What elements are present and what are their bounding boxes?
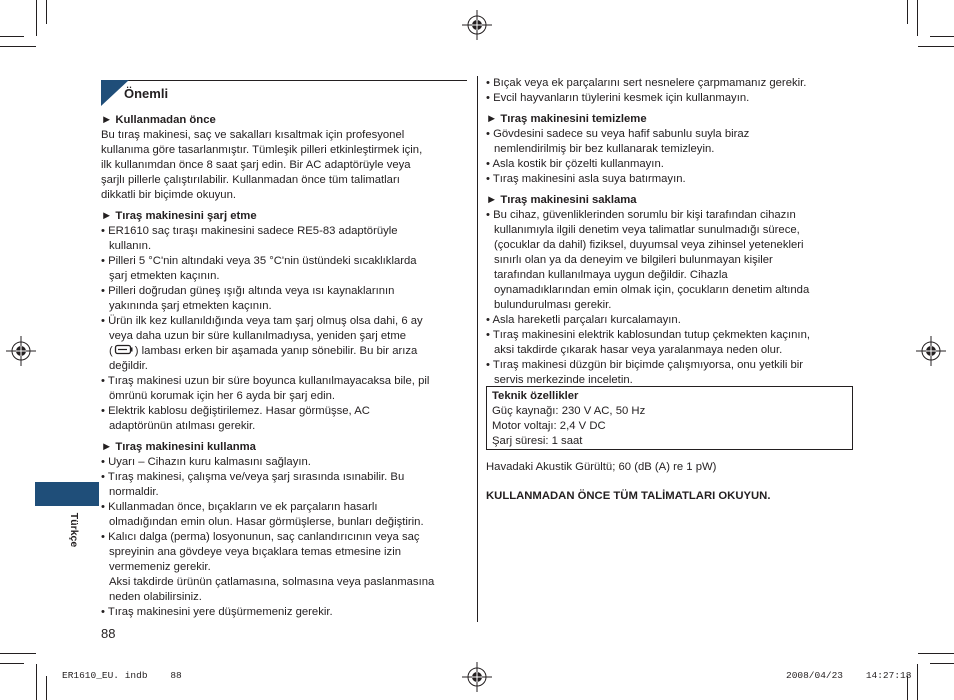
bullet-line: • Evcil hayvanların tüylerini kesmek için kullanmayın. (486, 92, 750, 104)
bullet-line: kullanımıyla ilgili denetim veya talimatlar sunulmadığı sürece, (494, 224, 800, 236)
spec-power: Güç kaynağı: 230 V AC, 50 Hz (492, 405, 646, 417)
bullet-line: • ER1610 saç tıraşı makinesini sadece RE5-83 adaptörüyle (101, 225, 398, 237)
heading-cleaning: ► Tıraş makinesini temizleme (486, 113, 647, 125)
footer-file: ER1610_EU. indb 88 (62, 670, 182, 681)
bullet-line: • Ürün ilk kez kullanıldığında veya tam şarj olmuş olsa dahi, 6 ay (101, 315, 423, 327)
bullet-text: ) lambası erken bir aşamada yanıp sönebilir. Bu bir arıza (134, 345, 418, 357)
page-number: 88 (101, 626, 116, 641)
heading-before-use: ► Kullanmadan önce (101, 114, 216, 126)
paragraph-line: dikkatli bir biçimde okuyun. (101, 189, 236, 201)
bullet-line: • Asla kostik bir çözelti kullanmayın. (486, 158, 664, 170)
read-instructions-note: KULLANMADAN ÖNCE TÜM TALİMATLARI OKUYUN. (486, 490, 771, 502)
bullet-line: kullanın. (109, 240, 152, 252)
bullet-line: • Tıraş makinesi, çalışma ve/veya şarj sırasında ısınabilir. Bu (101, 471, 405, 483)
bullet-line: yakınında şarj etmekten kaçının. (109, 300, 272, 312)
bullet-line: • Tıraş makinesi uzun bir süre boyunca kullanılmayacaksa bile, pil (101, 375, 430, 387)
header-rule (101, 80, 467, 81)
bullet-line: • Tıraş makinesini yere düşürmemeniz gerekir. (101, 606, 333, 618)
bullet-line: tarafından kullanılmaya uygun değildir. Cihazla (494, 269, 728, 281)
bullet-line: • Tıraş makinesi düzgün bir biçimde çalışmıyorsa, onu yetkili bir (486, 359, 804, 371)
bullet-line: ömrünü korumak için her 6 ayda bir şarj edin. (109, 390, 336, 402)
section-title: Önemli (124, 86, 169, 101)
paragraph-line: kullanıma göre tasarlanmıştır. Tümleşik pilleri etkinleştirmek için, (101, 144, 423, 156)
paren-open: ( (109, 345, 113, 357)
bullet-line: • Pilleri doğrudan güneş ışığı altında veya ısı kaynaklarının (101, 285, 395, 297)
bullet-line: • Kalıcı dalga (perma) losyonunun, saç canlandırıcının veya saç (101, 531, 420, 543)
bullet-line: bulundurulması gerekir. (494, 299, 612, 311)
bullet-line: • Bu cihaz, güvenliklerinden sorumlu bir kişi tarafından cihazın (486, 209, 796, 221)
spec-charge: Şarj süresi: 1 saat (492, 435, 583, 447)
charge-lamp-icon (114, 344, 134, 355)
bullet-line: • Uyarı – Cihazın kuru kalmasını sağlayın. (101, 456, 311, 468)
bullet-line: adaptörünün atılması gerekir. (109, 420, 256, 432)
bullet-line: aksi takdirde çıkarak hasar veya yaralanmaya neden olur. (494, 344, 783, 356)
bullet-line: oynamadıklarından emin olmak için, çocukların denetim altında (494, 284, 810, 296)
specifications-box (486, 386, 853, 450)
bullet-line: • Bıçak veya ek parçalarını sert nesnelere çarpmamanız gerekir. (486, 77, 807, 89)
bullet-line: • Tıraş makinesini elektrik kablosundan tutup çekmekten kaçının, (486, 329, 810, 341)
left-column (101, 113, 471, 620)
column-divider (477, 76, 478, 622)
bullet-line: • Tıraş makinesini asla suya batırmayın. (486, 173, 686, 185)
bullet-line: şarj etmekten kaçının. (109, 270, 220, 282)
language-tab-label: Türkçe (68, 512, 81, 548)
paragraph-line: ilk kullanımdan önce 8 saat şarj edin. Bir AC adaptörüyle veya (101, 159, 411, 171)
heading-charging: ► Tıraş makinesini şarj etme (101, 210, 257, 222)
bullet-line: • Gövdesini sadece su veya hafif sabunlu suyla biraz (486, 128, 750, 140)
bullet-line: veya daha uzun bir süre kullanılmadıysa, yeniden şarj etme (109, 330, 407, 342)
bullet-line: nemlendirilmiş bir bez kullanarak temizleyin. (494, 143, 715, 155)
bullet-line: • Asla hareketli parçaları kurcalamayın. (486, 314, 681, 326)
bullet-line: değildir. (109, 360, 148, 372)
bullet-line: servis merkezinde inceletin. (494, 374, 633, 386)
right-column (486, 76, 856, 388)
bullet-line: (çocuklar da dahil) fiziksel, duyumsal veya zihinsel yetenekleri (494, 239, 804, 251)
heading-using: ► Tıraş makinesini kullanma (101, 441, 256, 453)
bullet-line: neden olabilirsiniz. (109, 591, 202, 603)
bullet-line-with-icon (101, 344, 471, 359)
bullet-line: vermemeniz gerekir. (109, 561, 211, 573)
acoustic-noise: Havadaki Akustik Gürültü; 60 (dB (A) re 1 pW) (486, 461, 717, 473)
paragraph-line: Bu tıraş makinesi, saç ve sakalları kısaltmak için profesyonel (101, 129, 405, 141)
paragraph-line: şarjlı pillerle çalıştırılabilir. Kullanmadan önce tüm talimatları (101, 174, 400, 186)
specifications-title: Teknik özellikler (492, 390, 579, 402)
bullet-line: Aksi takdirde ürünün çatlamasına, solmasına veya paslanmasına (109, 576, 435, 588)
bullet-line: spreyinin ana gövdeye veya bıçaklara temas etmesine izin (109, 546, 401, 558)
bullet-line: olmadığından emin olun. Hasar görmüşlerse, bunları değiştirin. (109, 516, 424, 528)
bullet-line: • Pilleri 5 °C'nin altındaki veya 35 °C'nin üstündeki sıcaklıklarda (101, 255, 417, 267)
bullet-line: normaldir. (109, 486, 159, 498)
spec-motor: Motor voltajı: 2,4 V DC (492, 420, 606, 432)
registration-mark-bottom (462, 662, 492, 692)
registration-mark-top (462, 10, 492, 40)
bullet-line: sınırlı olan ya da deneyim ve bilgileri bulunmayan kişiler (494, 254, 773, 266)
bullet-line: • Kullanmadan önce, bıçakların ve ek parçaların hasarlı (101, 501, 378, 513)
heading-storage: ► Tıraş makinesini saklama (486, 194, 637, 206)
language-tab (35, 482, 99, 506)
registration-mark-left (6, 336, 36, 366)
registration-mark-right (916, 336, 946, 366)
footer-datetime: 2008/04/23 14:27:18 (786, 670, 912, 681)
bullet-line: • Elektrik kablosu değiştirilemez. Hasar görmüşse, AC (101, 405, 370, 417)
